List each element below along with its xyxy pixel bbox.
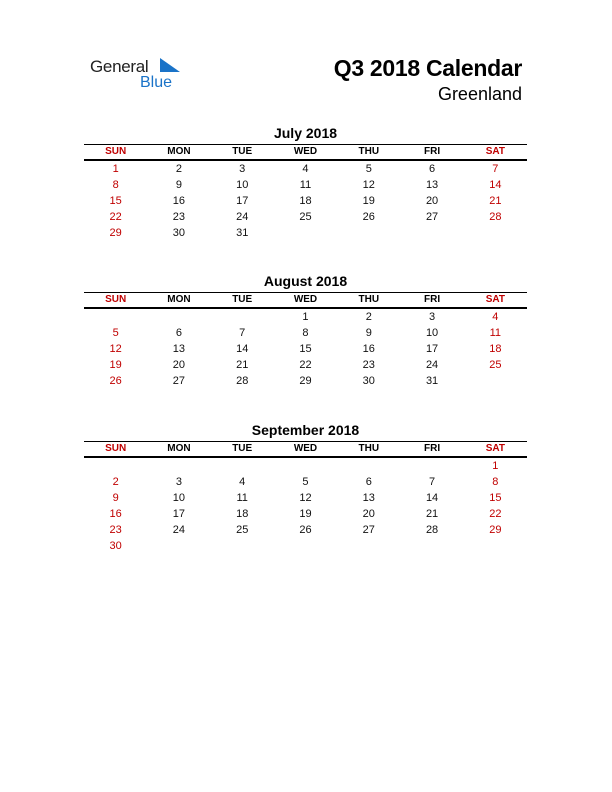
empty-day-cell <box>84 458 147 474</box>
day-cell: 27 <box>172 375 186 387</box>
empty-day-cell <box>274 458 337 474</box>
logo-text-general: General <box>90 57 149 76</box>
empty-day-cell <box>400 538 463 554</box>
day-cell: 26 <box>362 211 375 223</box>
day-cell: 7 <box>239 327 246 339</box>
day-cell: 4 <box>492 311 499 323</box>
day-cell: 1 <box>302 311 309 323</box>
day-cell: 2 <box>365 311 372 323</box>
logo-text-blue: Blue <box>140 74 173 91</box>
empty-day-cell <box>84 309 147 325</box>
day-cell: 5 <box>365 163 372 175</box>
day-cell: 23 <box>362 359 375 371</box>
day-cell: 30 <box>109 540 122 552</box>
day-cell: 19 <box>109 359 122 371</box>
day-cell: 11 <box>489 327 502 339</box>
weekday-label: FRI <box>424 443 441 454</box>
day-cell: 10 <box>425 327 439 339</box>
day-cell: 19 <box>299 508 312 520</box>
weekday-label: WED <box>293 146 318 157</box>
weekday-label: TUE <box>232 146 253 157</box>
empty-day-cell <box>464 538 527 554</box>
day-cell: 24 <box>425 359 439 371</box>
empty-day-cell <box>274 225 337 241</box>
day-cell: 5 <box>112 327 119 339</box>
weekday-label: WED <box>293 443 318 454</box>
empty-day-cell <box>147 458 210 474</box>
day-cell: 27 <box>425 211 439 223</box>
day-cell: 26 <box>299 524 312 536</box>
day-cell: 14 <box>425 492 439 504</box>
empty-day-cell <box>211 458 274 474</box>
day-cell: 7 <box>492 163 499 175</box>
day-cell: 18 <box>489 343 502 355</box>
weekday-label: THU <box>358 294 380 305</box>
day-cell: 17 <box>425 343 439 355</box>
day-cell: 11 <box>299 179 312 191</box>
day-cell: 4 <box>302 163 309 175</box>
day-cell: 25 <box>236 524 249 536</box>
day-cell: 12 <box>109 343 122 355</box>
empty-day-cell <box>211 309 274 325</box>
day-cell: 18 <box>299 195 312 207</box>
day-cell: 8 <box>492 476 499 488</box>
month-title: July 2018 <box>273 125 338 141</box>
day-cell: 10 <box>172 492 186 504</box>
day-cell: 9 <box>365 327 372 339</box>
weekday-header-row <box>84 442 527 456</box>
day-cell: 20 <box>362 508 375 520</box>
day-cell: 24 <box>236 211 249 223</box>
weekday-label: TUE <box>232 294 253 305</box>
day-cell: 13 <box>425 179 439 191</box>
day-cell: 21 <box>489 195 502 207</box>
page-title: Q3 2018 Calendar <box>333 55 522 81</box>
empty-day-cell <box>274 538 337 554</box>
day-cell: 16 <box>172 195 186 207</box>
day-cell: 2 <box>112 476 119 488</box>
day-cell: 26 <box>109 375 122 387</box>
day-cell: 4 <box>239 476 246 488</box>
weekday-label: MON <box>167 294 191 305</box>
day-cell: 17 <box>236 195 249 207</box>
day-cell: 21 <box>425 508 439 520</box>
day-cell: 25 <box>299 211 312 223</box>
day-cell: 8 <box>302 327 309 339</box>
weekday-label: MON <box>167 443 191 454</box>
day-cell: 11 <box>236 492 248 504</box>
empty-day-cell <box>464 373 527 389</box>
logo-flag-icon <box>160 58 180 72</box>
weekday-label: SUN <box>105 146 127 157</box>
weekday-header-row <box>84 145 527 159</box>
day-cell: 18 <box>236 508 249 520</box>
empty-day-cell <box>147 309 210 325</box>
weekday-label: SAT <box>485 294 505 305</box>
page-subtitle: Greenland <box>437 84 522 104</box>
day-cell: 22 <box>109 211 122 223</box>
day-cell: 28 <box>236 375 249 387</box>
day-cell: 1 <box>112 163 119 175</box>
day-cell: 5 <box>302 476 309 488</box>
day-cell: 3 <box>175 476 182 488</box>
day-cell: 6 <box>365 476 372 488</box>
weekday-label: THU <box>358 443 380 454</box>
day-cell: 13 <box>172 343 186 355</box>
day-cell: 14 <box>236 343 249 355</box>
weekday-label: SUN <box>105 294 127 305</box>
day-cell: 24 <box>172 524 186 536</box>
day-cell: 20 <box>172 359 186 371</box>
day-cell: 15 <box>109 195 122 207</box>
empty-day-cell <box>464 225 527 241</box>
brand-logo <box>90 57 190 97</box>
day-cell: 21 <box>236 359 249 371</box>
day-cell: 6 <box>175 327 182 339</box>
day-cell: 22 <box>489 508 502 520</box>
day-cell: 28 <box>425 524 439 536</box>
empty-day-cell <box>147 538 210 554</box>
month-title: September 2018 <box>251 422 360 438</box>
weekday-label: FRI <box>424 146 441 157</box>
day-cell: 28 <box>489 211 502 223</box>
day-cell: 8 <box>112 179 119 191</box>
empty-day-cell <box>337 538 400 554</box>
empty-day-cell <box>337 458 400 474</box>
day-cell: 29 <box>109 227 122 239</box>
weekday-label: SAT <box>485 443 505 454</box>
day-cell: 22 <box>299 359 312 371</box>
day-cell: 17 <box>172 508 186 520</box>
day-cell: 13 <box>362 492 375 504</box>
day-grid <box>84 458 527 554</box>
month-block-september <box>84 422 527 554</box>
day-cell: 25 <box>489 359 502 371</box>
day-cell: 19 <box>362 195 375 207</box>
day-cell: 2 <box>175 163 182 175</box>
weekday-label: MON <box>167 146 191 157</box>
day-cell: 15 <box>489 492 502 504</box>
day-cell: 29 <box>489 524 502 536</box>
day-cell: 9 <box>175 179 182 191</box>
weekday-label: WED <box>293 294 318 305</box>
day-cell: 31 <box>236 227 249 239</box>
weekday-label: THU <box>358 146 380 157</box>
day-cell: 29 <box>299 375 312 387</box>
day-cell: 7 <box>429 476 436 488</box>
weekday-label: FRI <box>424 294 441 305</box>
day-cell: 15 <box>299 343 312 355</box>
day-cell: 9 <box>112 492 119 504</box>
empty-day-cell <box>337 225 400 241</box>
month-block-august <box>84 273 527 389</box>
day-cell: 30 <box>362 375 375 387</box>
day-cell: 31 <box>425 375 439 387</box>
day-cell: 6 <box>429 163 436 175</box>
day-cell: 20 <box>425 195 439 207</box>
day-cell: 23 <box>109 524 122 536</box>
weekday-label: SUN <box>105 443 127 454</box>
weekday-label: SAT <box>485 146 505 157</box>
day-cell: 12 <box>299 492 312 504</box>
day-cell: 3 <box>239 163 246 175</box>
day-cell: 23 <box>172 211 186 223</box>
day-cell: 30 <box>172 227 186 239</box>
empty-day-cell <box>400 458 463 474</box>
day-cell: 12 <box>362 179 375 191</box>
day-grid <box>84 161 527 241</box>
day-cell: 10 <box>236 179 249 191</box>
day-grid <box>84 309 527 389</box>
empty-day-cell <box>211 538 274 554</box>
month-block-july <box>84 125 527 241</box>
day-cell: 16 <box>362 343 375 355</box>
day-cell: 1 <box>492 460 499 472</box>
day-cell: 3 <box>429 311 436 323</box>
empty-day-cell <box>400 225 463 241</box>
day-cell: 27 <box>362 524 375 536</box>
month-title: August 2018 <box>263 273 348 289</box>
day-cell: 14 <box>489 179 502 191</box>
weekday-label: TUE <box>232 443 253 454</box>
weekday-header-row <box>84 293 527 307</box>
day-cell: 16 <box>109 508 122 520</box>
